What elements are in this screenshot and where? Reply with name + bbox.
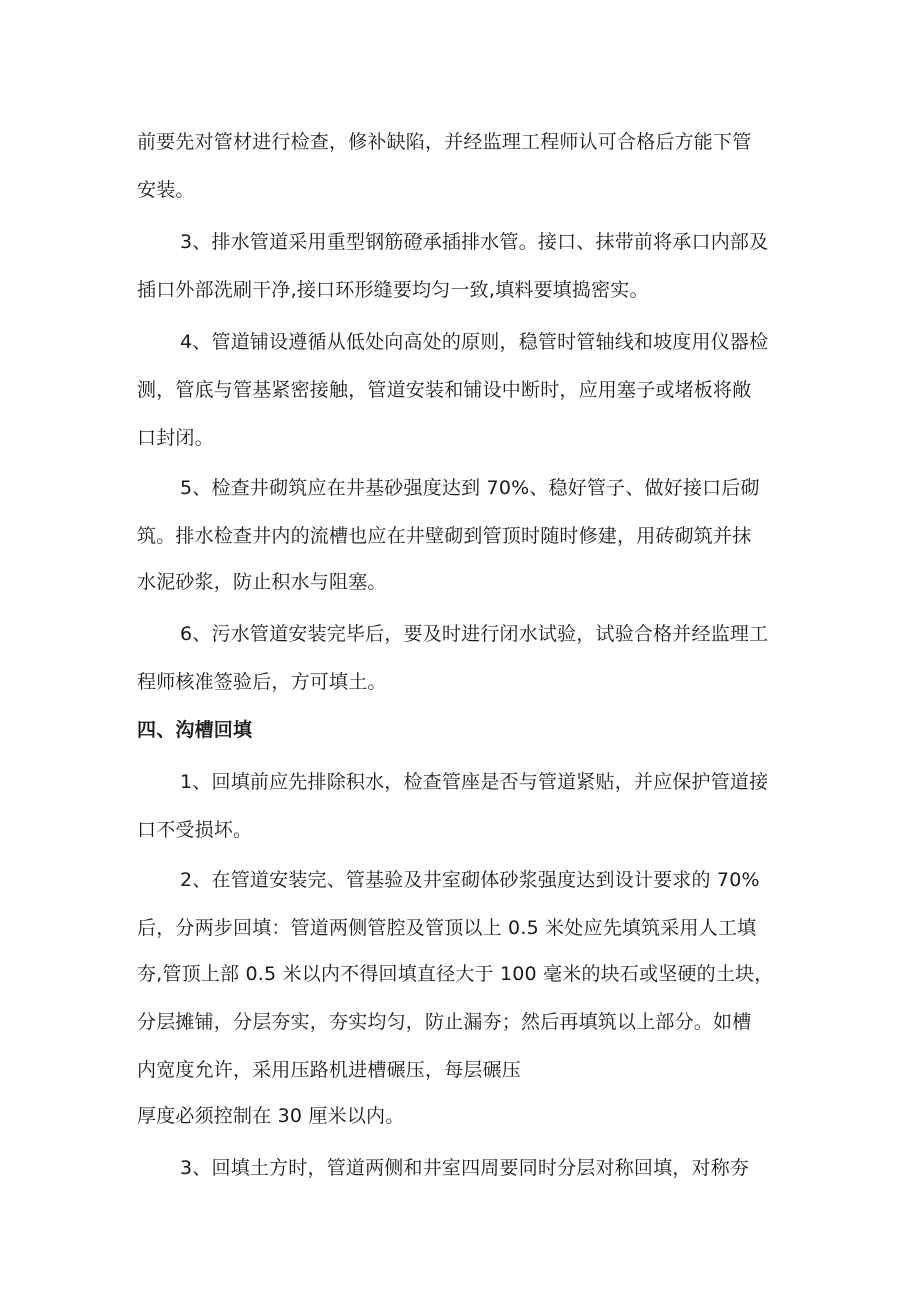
body-line: 插口外部洗刷干净,接口环形缝要均匀一致,填料要填捣密实。: [137, 279, 649, 301]
body-line: 口封闭。: [137, 427, 214, 449]
paragraph-6-line: 6、污水管道安装完毕后，要及时进行闭水试验，试验合格并经监理工: [180, 623, 769, 645]
body-line: 安装。: [137, 179, 195, 201]
body-line: 水泥砂浆，防止积水与阻塞。: [137, 571, 387, 593]
paragraph-3-line: 3、排水管道采用重型钢筋磴承插排水管。接口、抹带前将承口内部及: [180, 231, 769, 253]
paragraph-4-line: 4、管道铺设遵循从低处向高处的原则，稳管时管轴线和坡度用仪器检: [180, 331, 769, 353]
body-line: 内宽度允许，采用压路机进槽碾压，每层碾压: [137, 1059, 522, 1081]
paragraph-1-line: 1、回填前应先排除积水，检查管座是否与管道紧贴，并应保护管道接: [180, 771, 769, 793]
body-line: 前要先对管材进行检查，修补缺陷，并经监理工程师认可合格后方能下管: [137, 131, 752, 153]
body-line: 厚度必须控制在 30 厘米以内。: [137, 1105, 405, 1127]
body-line: 筑。排水检查井内的流槽也应在井壁砌到管顶时随时修建，用砖砌筑并抹: [137, 525, 752, 547]
paragraph-3b-line: 3、回填土方时，管道两侧和井室四周要同时分层对称回填，对称夯: [180, 1157, 750, 1179]
body-line: 测，管底与管基紧密接触，管道安装和铺设中断时，应用塞子或堵板将敞: [137, 379, 752, 401]
body-line: 口不受损坏。: [137, 819, 253, 841]
section-heading: 四、沟槽回填: [137, 719, 253, 741]
paragraph-5-line: 5、检查井砌筑应在井基砂强度达到 70%、稳好管子、做好接口后砌: [180, 477, 760, 499]
body-line: 分层摊铺，分层夯实，夯实均匀，防止漏夯；然后再填筑以上部分。如槽: [137, 1011, 752, 1033]
body-line: 程师核准签验后，方可填土。: [137, 671, 387, 693]
body-line: 夯,管顶上部 0.5 米以内不得回填直径大于 100 毫米的块石或坚硬的土块，: [137, 963, 774, 985]
body-line: 后，分两步回填：管道两侧管腔及管顶以上 0.5 米处应先填筑采用人工填: [137, 917, 757, 939]
paragraph-2-line: 2、在管道安装完、管基验及井室砌体砂浆强度达到设计要求的 70%: [180, 869, 760, 891]
